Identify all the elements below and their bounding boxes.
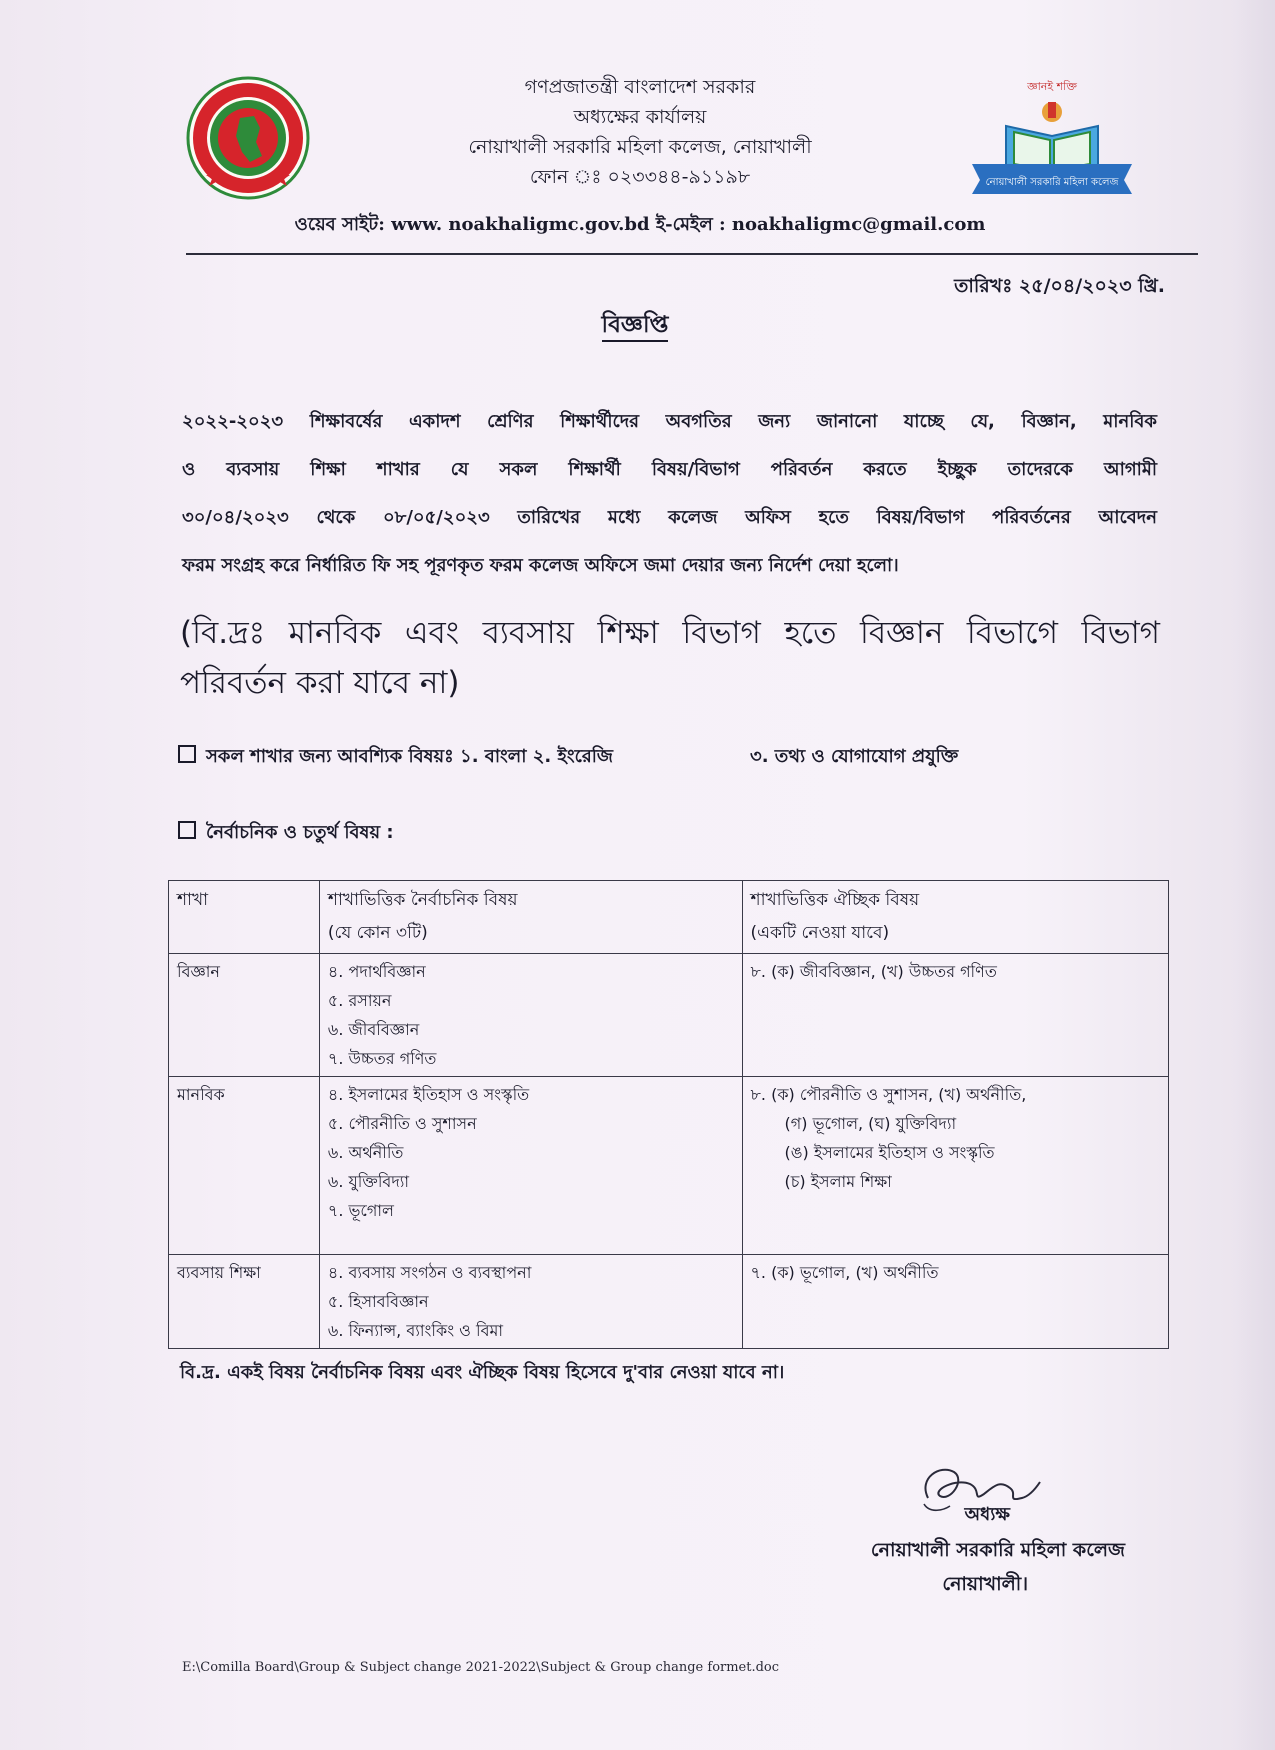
signatory-college: নোয়াখালী সরকারি মহিলা কলেজ [870,1539,1125,1561]
special-note-line: (বি.দ্রঃ মানবিক এবং ব্যবসায় শিক্ষা বিভাগ হতে বিজ্ঞান বিভাগে বিভাগ [180,615,1160,651]
government-seal-logo [186,76,310,200]
notice-date: তারিখঃ ২৫/০৪/২০২৩ খ্রি. [954,275,1165,297]
branch-cell: মানবিক [169,1077,320,1255]
header-optional: শাখাভিত্তিক ঐচ্ছিক বিষয় (একটি নেওয়া যাবে) [742,881,1168,954]
elective-heading-text: নৈর্বাচনিক ও চতুর্থ বিষয় : [206,822,394,843]
optional-cell: ৭. (ক) ভূগোল, (খ) অর্থনীতি [742,1255,1168,1349]
file-path-footer: E:\Comilla Board\Group & Subject change 2021-2022\Subject & Group change formet.doc [182,1660,780,1675]
header-branch: শাখা [169,881,320,954]
header-phone: ফোন ঃ ০২৩৩৪৪-৯১১৯৮ [529,166,751,188]
optional-cell: ৮. (ক) জীববিজ্ঞান, (খ) উচ্চতর গণিত [742,954,1168,1077]
header-electives: শাখাভিত্তিক নৈর্বাচনিক বিষয় (যে কোন ৩টি) [319,881,742,954]
optional-cell: ৮. (ক) পৌরনীতি ও সুশাসন, (খ) অর্থনীতি, (গ) ভূগোল, (ঘ) যুক্তিবিদ্যা (ঙ) ইসলামের ইতিহাস ও সংস্কৃতি (চ) ইসলাম শিক্ষা [742,1077,1168,1255]
signatory-place: নোয়াখালী। [942,1573,1028,1595]
paragraph-line: ৩০/০৪/২০২৩ থেকে ০৮/০৫/২০২৩ তারিখের মধ্যে কলেজ অফিস হতে বিষয়/বিভাগ পরিবর্তনের আবেদন [182,507,1157,528]
branch-cell: বিজ্ঞান [169,954,320,1077]
special-note-line: পরিবর্তন করা যাবে না) [180,665,460,701]
table-row [169,1255,1169,1349]
subjects-table [168,880,1169,1349]
mandatory-subjects-text: সকল শাখার জন্য আবশ্যিক বিষয়ঃ ১. বাংলা ২. ইংরেজি [206,746,614,767]
notice-paragraph [182,398,1157,590]
header-block [370,72,910,192]
contact-line: ওয়েব সাইট: www. noakhaligmc.gov.bd ই-মেইল : noakhaligmc@gmail.com [294,214,986,235]
header-office: অধ্যক্ষের কার্যালয় [573,106,707,128]
elective-heading [178,818,394,849]
header-college: নোয়াখালী সরকারি মহিলা কলেজ, নোয়াখালী [468,136,812,158]
page-edge-shadow [1235,0,1275,1750]
checkbox-icon [178,745,196,763]
header-divider [186,253,1198,255]
table-row [169,1077,1169,1255]
footnote: বি.দ্র. একই বিষয় নৈর্বাচনিক বিষয় এবং ঐচ্ছিক বিষয় হিসেবে দু'বার নেওয়া যাবে না। [180,1362,785,1383]
header-government: গণপ্রজাতন্ত্রী বাংলাদেশ সরকার [524,76,756,98]
electives-cell: ৪. ব্যবসায় সংগঠন ও ব্যবস্থাপনা ৫. হিসাববিজ্ঞান ৬. ফিন্যান্স, ব্যাংকিং ও বিমা [319,1255,742,1349]
college-logo [966,76,1138,196]
mandatory-subject-3: ৩. তথ্য ও যোগাযোগ প্রযুক্তি [750,746,959,767]
paragraph-line: ২০২২-২০২৩ শিক্ষাবর্ষের একাদশ শ্রেণির শিক্ষার্থীদের অবগতির জন্য জানানো যাচ্ছে যে, বিজ্ঞান, মানবিক [182,411,1157,432]
logo-banner-text: নোয়াখালী সরকারি মহিলা কলেজ [985,177,1119,188]
electives-cell: ৪. পদার্থবিজ্ঞান ৫. রসায়ন ৬. জীববিজ্ঞান ৭. উচ্চতর গণিত [319,954,742,1077]
notice-title [560,306,710,345]
mandatory-subjects [178,742,613,773]
notice-title-text: বিজ্ঞপ্তি [602,312,669,342]
paragraph-line: ফরম সংগ্রহ করে নির্ধারিত ফি সহ পূরণকৃত ফরম কলেজ অফিসে জমা দেয়ার জন্য নির্দেশ দেয়া হলো। [182,555,899,576]
logo-motto-text: জ্ঞানই শক্তি [1027,80,1077,93]
signatory-title: অধ্যক্ষ [964,1504,1010,1525]
branch-cell: ব্যবসায় শিক্ষা [169,1255,320,1349]
paragraph-line: ও ব্যবসায় শিক্ষা শাখার যে সকল শিক্ষার্থী বিষয়/বিভাগ পরিবর্তন করতে ইচ্ছুক তাদেরকে আগামী [182,459,1157,480]
table-header-row [169,881,1169,954]
checkbox-icon [178,821,196,839]
electives-cell: ৪. ইসলামের ইতিহাস ও সংস্কৃতি ৫. পৌরনীতি ও সুশাসন ৬. অর্থনীতি ৬. যুক্তিবিদ্যা ৭. ভূগোল [319,1077,742,1255]
special-note [180,608,1160,708]
table-row [169,954,1169,1077]
